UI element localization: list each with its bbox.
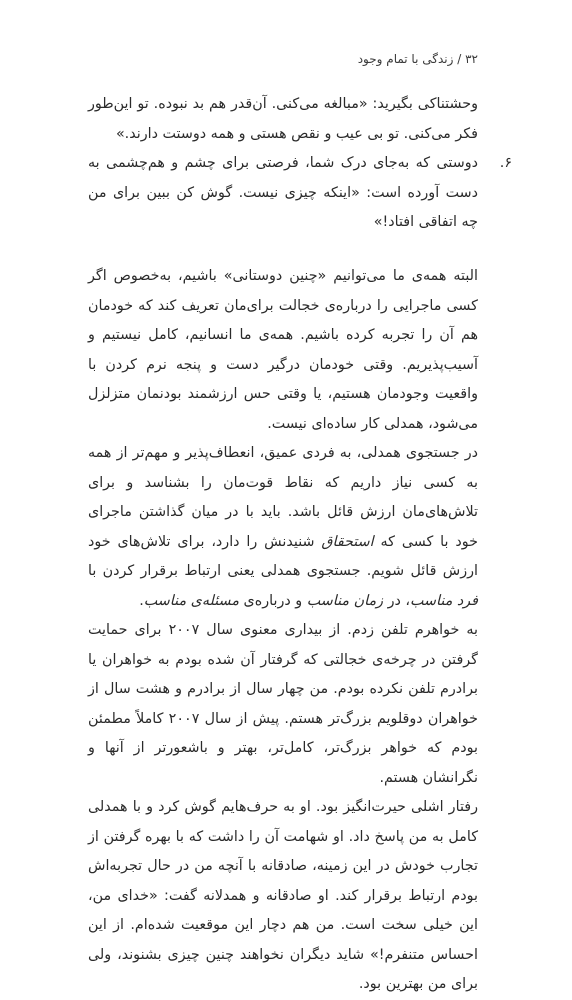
header-rule <box>80 73 492 74</box>
paragraph-2-emphasis-1: استحقاق <box>321 533 374 550</box>
list-item-6-number: ۶. <box>499 155 512 171</box>
paragraph-2 <box>88 439 478 616</box>
list-item-5-continuation: وحشتناکی بگیرید: «مبالغه می‌کنی. آن‌قدر هم بد نبوده. تو این‌طور فکر می‌کنی. تو بی عیب و نقص هستی و همه دوستت دارند.» <box>88 96 478 142</box>
paragraph-2-part-4: و درباره‌ی <box>238 592 307 609</box>
paragraph-2-part-5: . <box>139 592 144 609</box>
paragraph-2-emphasis-3: زمان مناسب <box>306 592 384 609</box>
body-block <box>88 262 478 1000</box>
book-title: زندگی با تمام وجود <box>357 52 454 66</box>
paragraph-2-part-1: در جستجوی همدلی، به فردی عمیق، انعطاف‌پذیر و مهم‌تر از همه به کسی نیاز داریم که نقاط قوت‌مان را بشناسد و برای تلاش‌های‌مان ارزش قائل باشد. باید با در میان گذاشتن ماجرای خود با کسی که <box>88 445 478 550</box>
paragraph-1: البته همه‌ی ما می‌توانیم «چنین دوستانی» باشیم، به‌خصوص اگر کسی ماجرایی را درباره‌ی خجالت برای‌مان تعریف کند که خودمان هم آن را تجربه کرده باشیم. همه‌ی ما انسانیم، کامل نیستیم و آسیب‌پذیریم. وقتی خودمان درگیر دست و پنجه نرم کردن با واقعیت وجودمان هستیم، یا وقتی حس ارزشمند بودنمان متزلزل می‌شود، همدلی کار ساده‌ای نیست. <box>88 268 478 432</box>
paragraph-2-part-3: ، در <box>383 592 411 609</box>
paragraph-2-part-2: شنیدنش را دارد، برای تلاش‌های خود ارزش قائل شویم. جستجوی همدلی یعنی ارتباط برقرار کردن با <box>88 533 478 579</box>
paragraph-2-emphasis-2: فرد مناسب <box>410 592 478 609</box>
list-block <box>88 90 512 238</box>
list-item-6 <box>88 149 512 238</box>
paragraph-4: رفتار اشلی حیرت‌انگیز بود. او به حرف‌هایم گوش کرد و با همدلی کامل به من پاسخ داد. او شهامت آن را داشت که با بهره گرفتن از تجارب خودش در این زمینه، صادقانه با آنچه من در حال تجربه‌اش بودم ارتباط برقرار کند. او صادقانه و همدلانه گفت: «خدای من، این خیلی سخت است. من هم دچار این موقعیت شده‌ام. از این احساس متنفرم!» شاید دیگران نخواهند چنین چیزی بشنوند، ولی برای من بهترین بود. <box>88 799 478 992</box>
paragraph-2-emphasis-4: مسئله‌ی مناسب <box>143 592 239 609</box>
running-header <box>358 52 478 66</box>
list-item-6-text: دوستی که به‌جای درک شما، فرصتی برای چشم و هم‌چشمی به دست آورده است: «اینکه چیزی نیست. گوش کن ببین برای من چه اتفاقی افتاد!» <box>88 155 478 230</box>
page-number: ۳۲ <box>465 52 478 66</box>
paragraph-3: به خواهرم تلفن زدم. از بیداری معنوی سال ۲۰۰۷ برای حمایت گرفتن در چرخه‌ی خجالتی که گرفتار آن شده بودم به خواهران یا برادرم تلفن نکرده بودم. من چهار سال از برادرم و هشت سال از خواهران دوقلویم بزرگ‌تر هستم. پیش از سال ۲۰۰۷ کاملاً مطمئن بودم که خواهر بزرگ‌تر، کامل‌تر، بهتر و باشعورتر از آنها و نگرانشان هستم. <box>88 622 478 786</box>
header-separator: / <box>457 52 462 66</box>
